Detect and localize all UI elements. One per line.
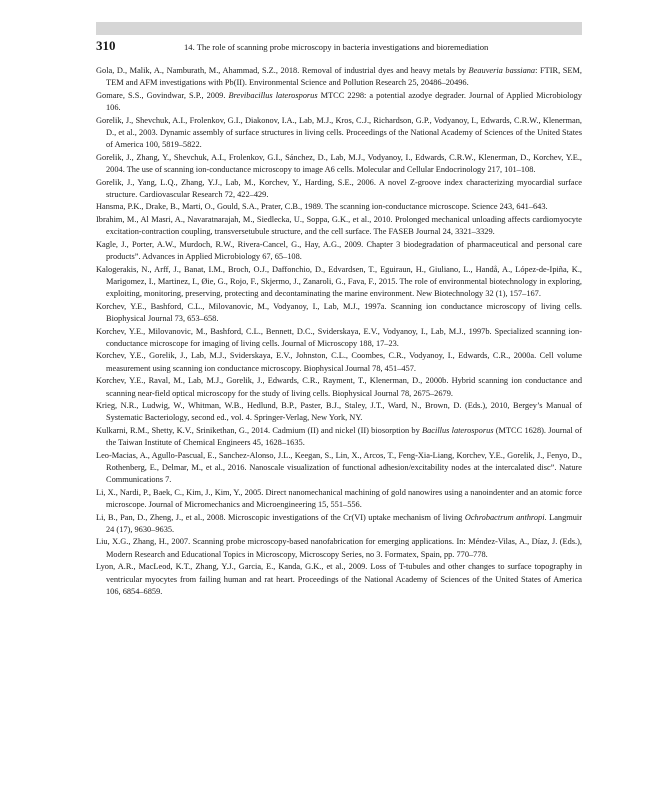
reference-entry [96, 65, 582, 90]
reference-text: (MTCC 1628). Journal of the Taiwan Institute of Chemical Engineers 45, 1628–1635. [106, 425, 583, 448]
reference-species: Beauveria bassiana [468, 66, 536, 75]
reference-entry [96, 239, 582, 264]
reference-entry [96, 561, 582, 598]
reference-text: Korchev, Y.E., Milovanovic, M., Bashford, C.L., Bennett, D.C., Sviderskaya, E.V., Vodyanoy, I., Lab, M.J., 1997b. Specialized scanning ion-conductance microscope for imaging of living cells. Journal of Microscopy 188, 17–23. [96, 326, 582, 348]
reference-text: MTCC 2298: a potential azodye degrader. Journal of Applied Microbiology 106. [106, 90, 582, 113]
reference-species: Brevibacillus laterosporus [228, 90, 318, 100]
reference-text: Leo-Macias, A., Agullo-Pascual, E., Sanchez-Alonso, J.L., Keegan, S., Lin, X., Arcos, T., Feng-Xia-Liang, Korchev, Y.E., Gorelik, J., Fenyo, D., Rothenberg, E., Delmar, M., et al., 2016. Nanoscale visualization of functional adhesion/excitability nodes at the intercalated disc”. Nature Communications 7. [96, 450, 582, 485]
reference-text: Li, B., Pan, D., Zheng, J., et al., 2008. Microscopic investigations of the Cr(VI) uptake mechanism of living [96, 512, 465, 522]
reference-list [96, 65, 582, 598]
chapter-title: 14. The role of scanning probe microscopy in bacteria investigations and bioremediation [184, 42, 489, 52]
reference-entry [96, 301, 582, 326]
running-head [96, 38, 582, 56]
reference-text: Kalogerakis, N., Arff, J., Banat, I.M., Broch, O.J., Daffonchio, D., Edvardsen, T., Eguiraun, H., Giuliano, L., Handå, A., López-de-Ipiña, K., Marigomez, I., Martinez, I., Øie, G., Rojo, F., Skjermo, J., Zanaroli, G., Fava, F., 2015. The role of environmental biotechnology in exploring, exploiting, monitoring, preserving, protecting and decontaminating the marine environment. New Biotechnology 32 (1), 157–167. [96, 264, 582, 299]
reference-species: Ochrobactrum anthropi [464, 512, 545, 522]
reference-text: Kagle, J., Porter, A.W., Murdoch, R.W., Rivera-Cancel, G., Hay, A.G., 2009. Chapter 3 biodegradation of pharmaceutical and personal care products”. Advances in Applied Microbiology 67, 65–108. [96, 239, 582, 262]
reference-entry [96, 400, 582, 425]
reference-entry [96, 264, 582, 301]
reference-text: Korchev, Y.E., Gorelik, J., Lab, M.J., Sviderskaya, E.V., Johnston, C.L., Coombes, C.R., Vodyanoy, I., Edwards, C.R., 2000a. Cell volume measurement using scanning ion conductance microscopy. Biophysical Journal 78, 451–457. [96, 351, 582, 373]
reference-entry [96, 152, 582, 177]
reference-text: : FTIR, SEM, TEM and AFM investigations with Pb(II). Environmental Science and Pollution Research 25, 20486–20496. [106, 66, 582, 88]
reference-entry [96, 536, 582, 561]
reference-text: Krieg, N.R., Ludwig, W., Whitman, W.B., Hedlund, B.P., Paster, B.J., Staley, J.T., Ward, N., Brown, D. (Eds.), 2010, Bergey’s Manual of Systematic Bacteriology, second ed., vol. 4. Springer-Verlag, New York, NY. [96, 400, 582, 423]
reference-entry [96, 326, 582, 351]
header-band [96, 22, 582, 35]
reference-text: Ibrahim, M., Al Masri, A., Navaratnarajah, M., Siedlecka, U., Soppa, G.K., et al., 2010. Prolonged mechanical unloading affects cardiomyocyte excitation-contraction coupling, transversetubule structure, and the cell surface. The FASEB Journal 24, 3321–3329. [96, 214, 582, 237]
reference-text: . Langmuir 24 (17), 9630–9635. [106, 512, 583, 535]
reference-text: Gorelik, J., Yang, L.Q., Zhang, Y.J., Lab, M., Korchev, Y., Harding, S.E., 2006. A novel Z-groove index characterizing myocardial surface structure. Cardiovascular Research 72, 422–429. [96, 177, 582, 200]
reference-text: Lyon, A.R., MacLeod, K.T., Zhang, Y.J., Garcia, E., Kanda, G.K., et al., 2009. Loss of T-tubules and other changes to surface topography in ventricular myocytes from failing human and rat heart. Proceedings of the National Academy of Sciences of the United States of America 106, 6854–6859. [96, 562, 582, 597]
reference-species: Bacillus laterosporus [422, 425, 494, 435]
reference-text: Gorelik, J., Zhang, Y., Shevchuk, A.I., Frolenkov, G.I., Sánchez, D., Lab, M.J., Vodyanoy, I., Edwards, C.R.W., Klenerman, D., Korchev, Y.E., 2004. The use of scanning ion-conductance microscopy to image A6 cells. Molecular and Cellular Endocrinology 217, 101–108. [96, 152, 582, 175]
reference-entry [96, 214, 582, 239]
reference-entry [96, 350, 582, 375]
reference-text: Gomare, S.S., Govindwar, S.P., 2009. [96, 90, 229, 100]
reference-text: Korchev, Y.E., Raval, M., Lab, M.J., Gorelik, J., Edwards, C.R., Rayment, T., Klenerman, D., 2000b. Hybrid scanning ion conductance and scanning near-field optical microscopy for the study of living cells. Biophysical Journal 78, 2675–2679. [96, 376, 582, 398]
reference-entry [96, 115, 582, 152]
reference-text: Gorelik, J., Shevchuk, A.I., Frolenkov, G.I., Diakonov, I.A., Lab, M.J., Kros, C.J., Richardson, G.P., Vodyanoy, I., Edwards, C.R.W., Klenerman, D., et al., 2003. Dynamic assembly of surface structures in living cells. Proceedings of the National Academy of Sciences of the United States of America 100, 5819–5822. [96, 115, 582, 150]
reference-entry [96, 487, 582, 512]
reference-entry [96, 177, 582, 202]
reference-entry [96, 450, 582, 487]
page-number: 310 [96, 38, 116, 53]
reference-entry [96, 90, 582, 115]
reference-text: Korchev, Y.E., Bashford, C.L., Milovanovic, M., Vodyanoy, I., Lab, M.J., 1997a. Scanning ion conductance microscopy of living cells. Biophysical Journal 73, 653–658. [96, 301, 582, 324]
reference-text: Hansma, P.K., Drake, B., Marti, O., Gould, S.A., Prater, C.B., 1989. The scanning ion-conductance microscope. Science 243, 641–643. [96, 202, 548, 212]
reference-text: Liu, X.G., Zhang, H., 2007. Scanning probe microscopy-based nanofabrication for emerging applications. In: Méndez-Vilas, A., Díaz, J. (Eds.), Modern Research and Educational Topics in Microscopy, Microscopy Series, no 3. Formatex, Spain, pp. 770–778. [96, 537, 582, 559]
reference-entry [96, 201, 582, 213]
reference-entry [96, 512, 582, 537]
reference-text: Kulkarni, R.M., Shetty, K.V., Srinikethan, G., 2014. Cadmium (II) and nickel (II) biosorption by [96, 425, 423, 435]
reference-entry [96, 375, 582, 400]
reference-entry [96, 425, 582, 450]
reference-text: Li, X., Nardi, P., Baek, C., Kim, J., Kim, Y., 2005. Direct nanomechanical machining of gold nanowires using a nanoindenter and an atomic force microscope. Journal of Micromechanics and Microengineering 15, 551–556. [96, 487, 582, 510]
reference-text: Gola, D., Malik, A., Namburath, M., Ahammad, S.Z., 2018. Removal of industrial dyes and heavy metals by [96, 66, 469, 75]
